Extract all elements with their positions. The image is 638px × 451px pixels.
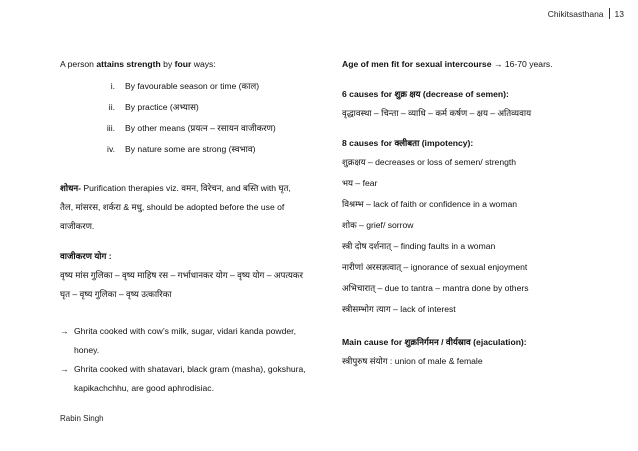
age-text: Age of men fit for sexual intercourse bbox=[342, 59, 494, 69]
arrow-icon: → bbox=[493, 59, 503, 69]
causes6-text: वृद्धावस्था – चिन्ता – व्याधि – कर्म कर्षण – क्षय – अतिव्यवाय bbox=[342, 108, 532, 118]
list-item: भय – fear bbox=[342, 178, 378, 188]
list-number: ii. bbox=[108, 102, 115, 112]
bullet-text: kapikachchhu, are good aphrodisiac. bbox=[74, 383, 214, 393]
age-range: 16-70 years. bbox=[502, 59, 553, 69]
bullet-text: Ghrita cooked with shatavari, black gram (masha), gokshura, bbox=[74, 364, 306, 374]
list-item bbox=[60, 80, 312, 101]
list-number: iii. bbox=[106, 123, 115, 133]
list-item: नारीणां अरसज्ञत्वात् – ignorance of sexual enjoyment bbox=[342, 262, 528, 272]
list-item: विश्रम्भ – lack of faith or confidence in a woman bbox=[342, 199, 518, 209]
footer-author: Rabin Singh bbox=[60, 414, 104, 423]
strength-intro bbox=[60, 58, 312, 70]
shodhan-line-1 bbox=[60, 182, 312, 194]
main-cause-heading: Main cause for शुक्रनिर्गमन / वीर्यस्राव (ejaculation): bbox=[342, 337, 527, 347]
arrow-icon: → bbox=[60, 364, 69, 374]
causes6-heading: 6 causes for शुक्र क्षय (decrease of semen): bbox=[342, 89, 509, 99]
list-item: शोक – grief/ sorrow bbox=[342, 220, 414, 230]
bullet-text: Ghrita cooked with cow’s milk, sugar, vidari kanda powder, bbox=[74, 326, 296, 336]
left-column bbox=[60, 58, 312, 394]
list-text: By favourable season or time (काल) bbox=[125, 81, 260, 91]
bullet-item bbox=[60, 325, 312, 356]
shodhan-line-3: वाजीकरण. bbox=[60, 221, 95, 231]
causes8-heading: 8 causes for क्लीबता (impotency): bbox=[342, 138, 474, 148]
bullet-text: honey. bbox=[74, 345, 100, 355]
list-item bbox=[60, 122, 312, 143]
list-item: स्त्री दोष दर्शनात् – finding faults in a woman bbox=[342, 241, 496, 251]
list-item: अभिचारात् – due to tantra – mantra done by others bbox=[342, 283, 529, 293]
list-text: By other means (प्रयत्न – रसायन वाजीकरण) bbox=[125, 123, 276, 133]
main-cause-text: स्त्रीपुरुष संयोग : union of male & female bbox=[342, 356, 483, 366]
arrow-icon: → bbox=[60, 326, 69, 336]
vajikaran-yoga-line-1: वृष्य मांस गुलिका – वृष्य माहिष रस – गर्भाधानकर योग – वृष्य योग – अपत्यकर bbox=[60, 270, 303, 280]
shodhan-label: शोधन- bbox=[60, 183, 81, 193]
header-title: Chikitsasthana bbox=[547, 8, 604, 19]
list-number: i. bbox=[110, 81, 115, 91]
page-number: 13 bbox=[614, 8, 624, 19]
list-number: iv. bbox=[107, 144, 115, 154]
list-text: By practice (अभ्यास) bbox=[125, 102, 199, 112]
intro-text: A person bbox=[60, 59, 97, 69]
list-item: शुक्रक्षय – decreases or loss of semen/ strength bbox=[342, 157, 517, 167]
intro-bold-four: four bbox=[174, 59, 192, 69]
intro-bold-strength: attains strength bbox=[96, 59, 161, 69]
right-column bbox=[342, 58, 604, 367]
shodhan-line-2: तैल, मांसरस, शर्करा & मधु, should be adopted before the use of bbox=[60, 202, 285, 212]
list-item bbox=[60, 143, 312, 164]
intro-text: ways: bbox=[191, 59, 216, 69]
list-item: स्त्रीसम्भोग त्याग – lack of interest bbox=[342, 304, 456, 314]
age-line bbox=[342, 58, 604, 70]
page-header bbox=[548, 8, 624, 19]
vajikaran-yoga-line-2: घृत – वृष्य गुलिका – वृष्य उत्कारिका bbox=[60, 289, 172, 299]
ways-list bbox=[60, 80, 312, 164]
header-divider bbox=[609, 8, 610, 19]
list-item bbox=[60, 101, 312, 122]
vajikaran-yoga-heading: वाजीकरण योग : bbox=[60, 251, 112, 261]
intro-text: by bbox=[160, 59, 175, 69]
list-text: By nature some are strong (स्वभाव) bbox=[125, 144, 256, 154]
shodhan-text: Purification therapies viz. वमन, विरेचन, and बस्ति with घृत, bbox=[81, 183, 291, 193]
bullet-item bbox=[60, 363, 312, 394]
